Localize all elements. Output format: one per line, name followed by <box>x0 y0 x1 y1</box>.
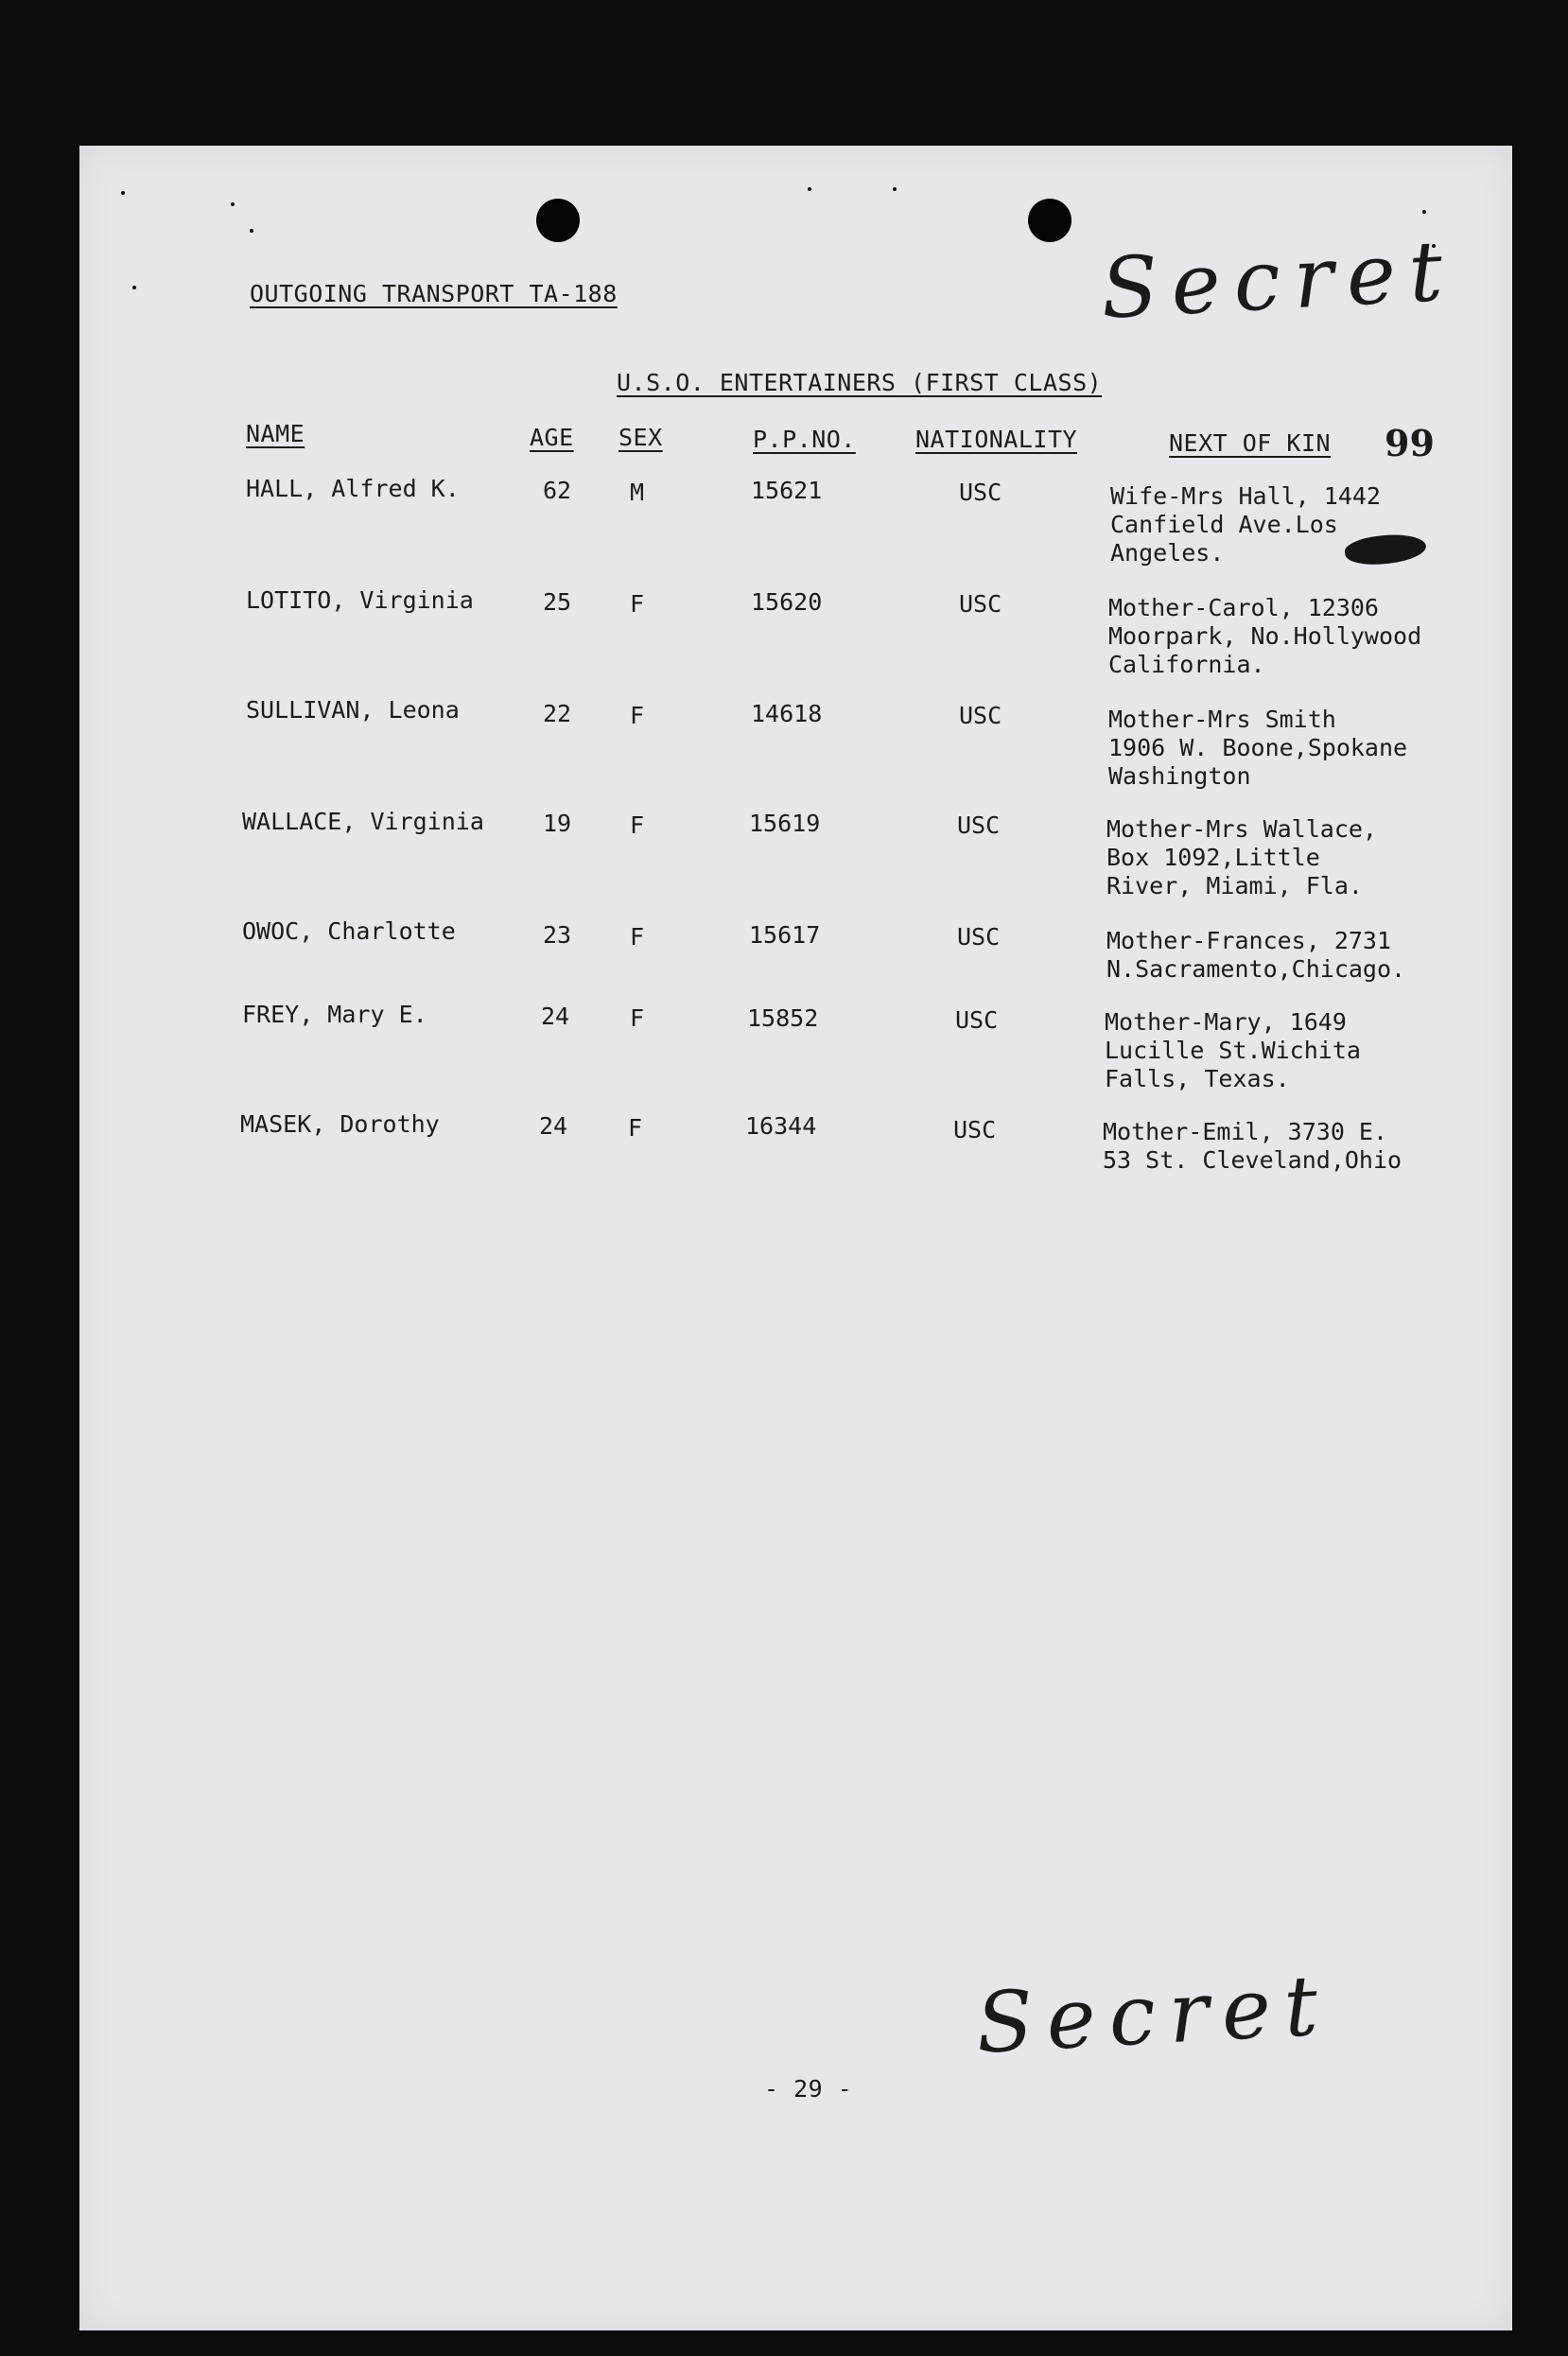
row-2-name: LOTITO, Virginia <box>246 586 474 614</box>
punch-hole-left <box>536 199 580 242</box>
row-5-name: OWOC, Charlotte <box>242 917 456 945</box>
row-7-pp-no: 16344 <box>745 1112 817 1140</box>
kin-line: Mother-Frances, 2731 <box>1106 927 1392 954</box>
column-header-pp-no: P.P.NO. <box>753 426 856 453</box>
row-6-age: 24 <box>541 1003 570 1030</box>
row-7-name: MASEK, Dorothy <box>240 1110 440 1138</box>
column-header-name: NAME <box>246 420 305 447</box>
kin-line: Canfield Ave.Los <box>1110 511 1338 538</box>
kin-line: River, Miami, Fla. <box>1106 872 1363 899</box>
handwritten-secret-bottom: Secret <box>973 1956 1333 2072</box>
row-4-nationality: USC <box>957 812 1001 839</box>
kin-line: Mother-Mrs Wallace, <box>1106 815 1377 843</box>
kin-line: Washington <box>1108 762 1251 790</box>
row-4-sex: F <box>630 812 645 839</box>
row-1-name: HALL, Alfred K. <box>246 475 460 502</box>
row-2-age: 25 <box>543 588 572 616</box>
kin-line: Lucille St.Wichita <box>1105 1037 1361 1064</box>
document-page <box>79 146 1512 2330</box>
row-1-age: 62 <box>543 477 572 504</box>
row-2-nationality: USC <box>959 590 1002 618</box>
kin-line: Mother-Mrs Smith <box>1108 706 1336 733</box>
kin-line: 1906 W. Boone,Spokane <box>1108 734 1408 761</box>
kin-line: Moorpark, No.Hollywood <box>1108 622 1422 650</box>
row-7-nationality: USC <box>953 1116 997 1143</box>
row-3-sex: F <box>630 702 645 729</box>
row-3-name: SULLIVAN, Leona <box>246 696 460 724</box>
row-5-next-of-kin <box>1106 927 1405 984</box>
row-1-next-of-kin <box>1110 482 1381 567</box>
kin-line: Falls, Texas. <box>1105 1065 1290 1092</box>
kin-line: N.Sacramento,Chicago. <box>1106 955 1406 983</box>
row-3-pp-no: 14618 <box>751 700 823 727</box>
kin-line: Box 1092,Little <box>1106 844 1320 871</box>
column-header-next-of-kin: NEXT OF KIN <box>1169 429 1332 457</box>
row-4-pp-no: 15619 <box>749 810 821 837</box>
row-4-age: 19 <box>543 810 572 837</box>
dust-speck <box>121 191 125 195</box>
row-3-next-of-kin <box>1108 706 1407 791</box>
dust-speck <box>231 202 235 206</box>
row-2-next-of-kin <box>1108 594 1421 679</box>
kin-line: 53 St. Cleveland,Ohio <box>1103 1146 1402 1174</box>
row-5-pp-no: 15617 <box>749 921 821 949</box>
row-3-age: 22 <box>543 700 572 727</box>
transport-title: OUTGOING TRANSPORT TA-188 <box>250 280 618 307</box>
row-5-nationality: USC <box>957 923 1001 951</box>
kin-line: California. <box>1108 651 1265 678</box>
dust-speck <box>132 286 136 289</box>
kin-line: Mother-Emil, 3730 E. <box>1103 1118 1388 1145</box>
row-1-nationality: USC <box>959 479 1002 506</box>
row-1-pp-no: 15621 <box>751 477 823 504</box>
handwritten-secret-top: Secret <box>1098 221 1458 338</box>
column-header-nationality: NATIONALITY <box>915 426 1078 453</box>
column-header-sex: SEX <box>618 424 663 451</box>
row-6-nationality: USC <box>955 1006 999 1034</box>
column-header-age: AGE <box>530 424 574 451</box>
row-4-next-of-kin <box>1106 815 1377 900</box>
row-6-sex: F <box>630 1004 645 1032</box>
row-7-sex: F <box>628 1114 643 1142</box>
row-6-next-of-kin <box>1105 1008 1361 1093</box>
stamped-number: 99 <box>1385 422 1435 464</box>
kin-line: Mother-Carol, 12306 <box>1108 594 1379 621</box>
row-6-name: FREY, Mary E. <box>242 1001 427 1028</box>
punch-hole-right <box>1028 199 1071 242</box>
dust-speck <box>893 187 897 191</box>
row-2-pp-no: 15620 <box>751 588 823 616</box>
row-2-sex: F <box>630 590 645 618</box>
row-7-age: 24 <box>539 1112 568 1140</box>
row-6-pp-no: 15852 <box>747 1004 819 1032</box>
row-4-name: WALLACE, Virginia <box>242 808 484 835</box>
dust-speck <box>1422 210 1426 214</box>
kin-line: Mother-Mary, 1649 <box>1105 1008 1347 1036</box>
kin-line: Wife-Mrs Hall, 1442 <box>1110 482 1381 510</box>
dust-speck <box>808 187 811 191</box>
dust-speck <box>250 229 253 233</box>
kin-line: Angeles. <box>1110 539 1225 567</box>
row-3-nationality: USC <box>959 702 1002 729</box>
section-title: U.S.O. ENTERTAINERS (FIRST CLASS) <box>617 369 1103 396</box>
row-5-sex: F <box>630 923 645 951</box>
page-number: - 29 - <box>764 2075 853 2103</box>
row-7-next-of-kin <box>1103 1118 1402 1175</box>
row-5-age: 23 <box>543 921 572 949</box>
row-1-sex: M <box>630 479 645 506</box>
